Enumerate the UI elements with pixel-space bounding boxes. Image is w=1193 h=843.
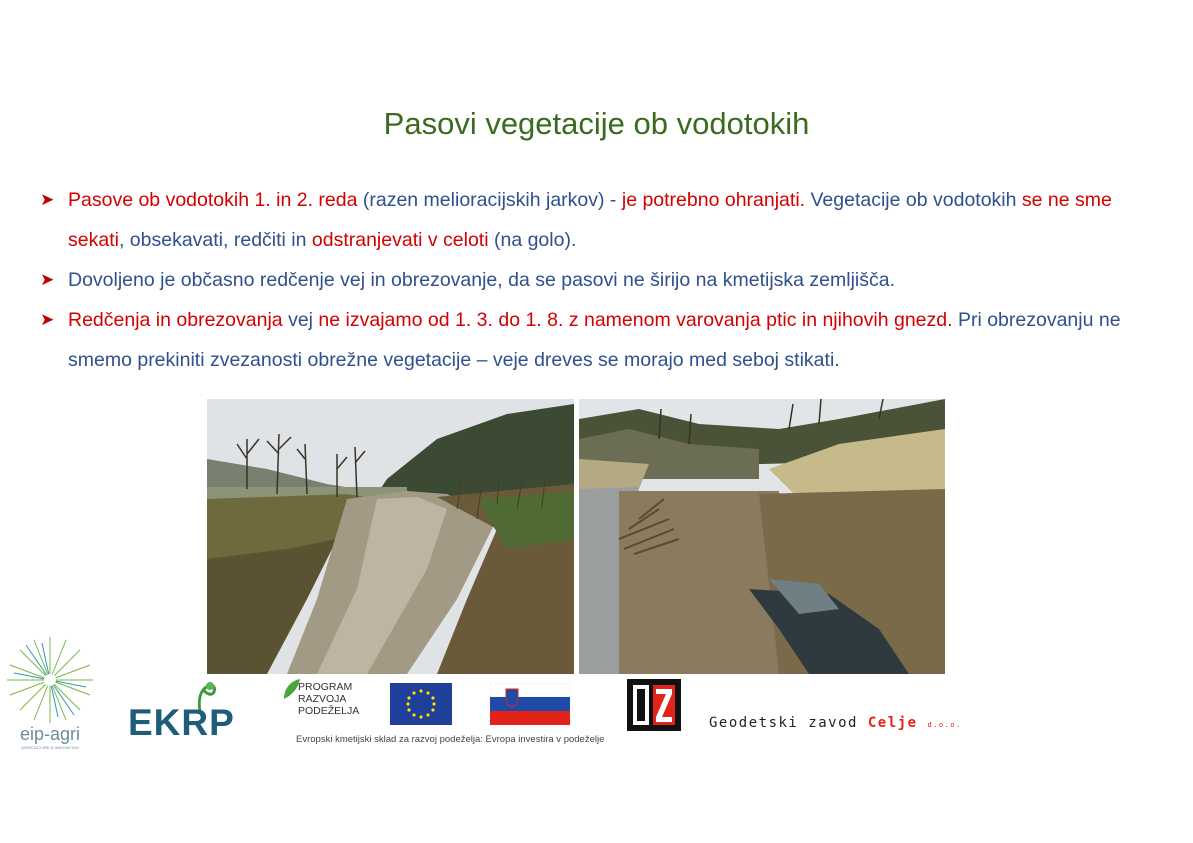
river-photo-1: [207, 399, 574, 674]
bullet-segment: Pri obrezovanju ne smemo prekiniti zvezanosti obrežne vegetacije – veje dreves se morajo med seboj stikati.: [68, 309, 1121, 371]
prp-logo: [280, 677, 605, 747]
bullet-segment: vej: [282, 309, 319, 331]
gz-logo: [625, 677, 965, 737]
bullet-item-3: [40, 300, 1160, 380]
bullet-segment: odstranjevati v celoti: [311, 229, 489, 251]
bullet-segment: je potrebno ohranjati.: [621, 189, 806, 211]
gz-text-city: Celje: [867, 715, 918, 731]
bullet-segment: Pasove ob vodotokih 1. in 2. reda: [68, 189, 358, 211]
gz-mark-icon: [625, 677, 683, 733]
prp-line-1: PROGRAM: [298, 681, 353, 693]
eip-agri-sub: AGRICULTURE & INNOVATION: [21, 745, 79, 750]
bullet-text: [68, 189, 1112, 251]
stream-photo-2: [579, 399, 945, 674]
eip-agri-name: eip-agri: [19, 724, 81, 744]
bullet-segment: (razen melioracijskih jarkov) -: [357, 189, 622, 211]
bullet-segment: Dovoljeno je občasno redčenje vej in obrezovanje, da se pasovi ne širijo na kmetijska zemljišča.: [68, 269, 896, 291]
slovenia-flag-icon: [490, 683, 570, 725]
eu-flag-icon: [390, 683, 452, 725]
bullet-item-1: [40, 180, 1160, 260]
eip-agri-logo: [4, 635, 96, 755]
bullet-text: [68, 309, 1121, 371]
bullet-segment: Vegetacije ob vodotokih: [805, 189, 1022, 211]
bullet-segment: ne izvajamo od 1. 3. do 1. 8. z namenom varovanja ptic in njihovih gnezd.: [318, 309, 953, 331]
prp-caption: Evropski kmetijski sklad za razvoj podeželja: Evropa investira v podeželje: [296, 734, 605, 745]
eip-agri-starburst-icon: [4, 635, 96, 725]
bullet-segment: Redčenja in obrezovanja: [68, 309, 283, 331]
ekrp-logo: [128, 680, 253, 750]
bullet-segment: se ne sme sekati: [68, 189, 1112, 251]
bullet-segment: (na golo).: [488, 229, 577, 251]
arrow-bullet-icon: ➤: [40, 270, 55, 289]
arrow-bullet-icon: ➤: [40, 190, 55, 209]
gz-text-main: Geodetski zavod: [709, 715, 868, 731]
page-title: Pasovi vegetacije ob vodotokih: [383, 106, 810, 141]
arrow-bullet-icon: ➤: [40, 310, 55, 329]
prp-line-3: PODEŽELJA: [298, 705, 360, 717]
gz-text-suffix: d.o.o.: [927, 721, 962, 729]
ekrp-text: EKRP: [128, 702, 235, 743]
prp-line-2: RAZVOJA: [298, 693, 347, 705]
bullet-item-2: [40, 260, 1160, 300]
bullet-segment: , obsekavati, redčiti in: [118, 229, 312, 251]
bullet-text: [68, 269, 895, 291]
bullet-list: [40, 180, 1160, 380]
